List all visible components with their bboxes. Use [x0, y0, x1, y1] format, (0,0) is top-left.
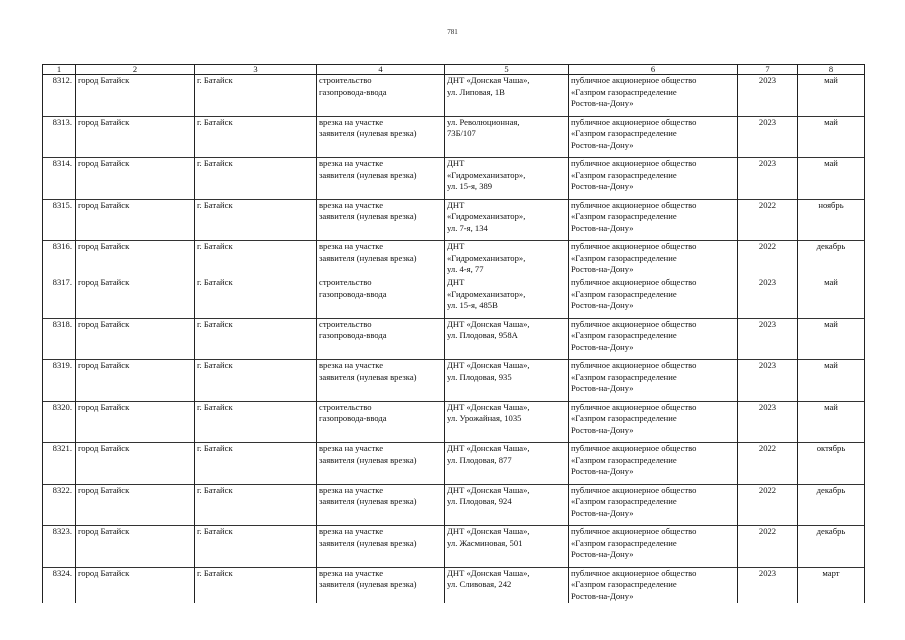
work-type-cell [317, 526, 445, 568]
work-type-cell-line: заявителя (нулевая врезка) [319, 211, 417, 222]
year-cell: 2023 [738, 158, 798, 200]
organization-cell-line: публичное акционерное общество [571, 158, 697, 168]
work-type-cell-line: врезка на участке [319, 443, 384, 454]
column-header: 5 [445, 65, 569, 75]
organization-cell-line: «Газпром газораспределение [571, 496, 677, 507]
month-cell: декабрь [798, 526, 865, 568]
column-header: 1 [43, 65, 76, 75]
organization-cell-line: «Газпром газораспределение [571, 252, 677, 263]
year-cell: 2022 [738, 484, 798, 526]
settlement-cell: г. Батайск [195, 116, 317, 158]
month-cell: май [798, 158, 865, 200]
table-body [43, 75, 865, 603]
column-header: 2 [76, 65, 195, 75]
work-type-cell [317, 360, 445, 402]
year-cell: 2023 [738, 567, 798, 602]
municipality-cell: город Батайск [76, 241, 195, 278]
table-row [43, 75, 865, 117]
address-cell-line: ДНТ «Донская Чаша», [447, 567, 530, 578]
organization-cell [569, 401, 738, 443]
organization-cell-line: Ростов-на-Дону» [571, 466, 634, 477]
address-cell-line: ул. 7-я, 134 [447, 222, 488, 233]
table-row [43, 360, 865, 402]
row-number-cell: 8321. [43, 443, 76, 485]
address-cell-line: ул. Плодовая, 958А [447, 330, 518, 341]
column-number-row [43, 65, 865, 75]
row-number-cell: 8314. [43, 158, 76, 200]
column-header: 8 [798, 65, 865, 75]
work-type-cell [317, 75, 445, 117]
address-cell-line: ДНТ [447, 277, 465, 288]
address-cell-line: ДНТ «Донская Чаша», [447, 526, 530, 537]
organization-cell [569, 277, 738, 318]
municipality-cell: город Батайск [76, 484, 195, 526]
row-number-cell: 8315. [43, 199, 76, 241]
address-cell-line: ул. Урожайная, 1035 [447, 413, 522, 424]
month-cell: декабрь [798, 241, 865, 278]
address-cell-line: ДНТ [447, 199, 465, 210]
work-type-cell-line: заявителя (нулевая врезка) [319, 169, 417, 180]
month-cell: май [798, 75, 865, 117]
organization-cell [569, 443, 738, 485]
table-row [43, 318, 865, 360]
work-type-cell [317, 567, 445, 602]
month-cell: октябрь [798, 443, 865, 485]
year-cell: 2023 [738, 360, 798, 402]
municipality-cell: город Батайск [76, 526, 195, 568]
table-row [43, 443, 865, 485]
organization-cell-line: публичное акционерное общество [571, 484, 697, 495]
work-type-cell [317, 241, 445, 278]
table-row [43, 526, 865, 568]
month-cell: май [798, 318, 865, 360]
organization-cell-line: «Газпром газораспределение [571, 413, 677, 424]
municipality-cell: город Батайск [76, 158, 195, 200]
work-type-cell-line: врезка на участке [319, 158, 384, 168]
address-cell-line: ДНТ «Донская Чаша», [447, 443, 530, 454]
row-number-cell: 8316. [43, 241, 76, 278]
work-type-cell-line: заявителя (нулевая врезка) [319, 128, 417, 139]
address-cell-line: ул. Плодовая, 877 [447, 454, 512, 465]
column-header: 6 [569, 65, 738, 75]
address-cell-line: ул. Липовая, 1В [447, 86, 505, 97]
work-type-cell-line: строительство [319, 318, 372, 329]
organization-cell-line: публичное акционерное общество [571, 241, 697, 251]
work-type-cell [317, 443, 445, 485]
work-type-cell-line: газопровода-ввода [319, 413, 387, 424]
work-type-cell [317, 116, 445, 158]
organization-cell-line: Ростов-на-Дону» [571, 424, 634, 435]
year-cell: 2022 [738, 199, 798, 241]
table-row [43, 484, 865, 526]
table-row [43, 567, 865, 602]
address-cell-line: «Гидромеханизатор», [447, 288, 526, 299]
address-cell-line: ДНТ «Донская Чаша», [447, 360, 530, 371]
organization-cell-line: публичное акционерное общество [571, 443, 697, 454]
organization-cell-line: «Газпром газораспределение [571, 371, 677, 382]
row-number-cell: 8323. [43, 526, 76, 568]
organization-cell-line: Ростов-на-Дону» [571, 300, 634, 311]
address-cell-line: «Гидромеханизатор», [447, 169, 526, 180]
address-cell [445, 277, 569, 318]
address-cell [445, 199, 569, 241]
column-header: 3 [195, 65, 317, 75]
work-type-cell-line: газопровода-ввода [319, 86, 387, 97]
address-cell-line: ДНТ «Донская Чаша», [447, 318, 530, 329]
work-type-cell-line: газопровода-ввода [319, 288, 387, 299]
page-number: 781 [447, 28, 458, 36]
organization-cell-line: «Газпром газораспределение [571, 169, 677, 180]
organization-cell-line: Ростов-на-Дону» [571, 383, 634, 394]
settlement-cell: г. Батайск [195, 567, 317, 602]
organization-cell [569, 116, 738, 158]
row-number-cell: 8324. [43, 567, 76, 602]
address-cell-line: ДНТ [447, 158, 465, 168]
address-cell-line: ул. Плодовая, 924 [447, 496, 512, 507]
organization-cell-line: «Газпром газораспределение [571, 330, 677, 341]
row-number-cell: 8322. [43, 484, 76, 526]
row-number-cell: 8320. [43, 401, 76, 443]
address-cell [445, 401, 569, 443]
organization-cell-line: «Газпром газораспределение [571, 288, 677, 299]
municipality-cell: город Батайск [76, 401, 195, 443]
row-number-cell: 8312. [43, 75, 76, 117]
month-cell: май [798, 116, 865, 158]
address-cell-line: ДНТ [447, 241, 465, 251]
work-type-cell-line: врезка на участке [319, 116, 384, 127]
work-type-cell-line: заявителя (нулевая врезка) [319, 537, 417, 548]
work-type-cell-line: врезка на участке [319, 567, 384, 578]
organization-cell-line: Ростов-на-Дону» [571, 264, 634, 275]
table-row [43, 158, 865, 200]
work-type-cell [317, 199, 445, 241]
registry-table [42, 64, 865, 603]
address-cell [445, 318, 569, 360]
organization-cell-line: публичное акционерное общество [571, 277, 697, 288]
organization-cell-line: Ростов-на-Дону» [571, 181, 634, 192]
organization-cell-line: публичное акционерное общество [571, 199, 697, 210]
address-cell [445, 567, 569, 602]
work-type-cell [317, 401, 445, 443]
organization-cell-line: «Газпром газораспределение [571, 211, 677, 222]
settlement-cell: г. Батайск [195, 484, 317, 526]
address-cell [445, 75, 569, 117]
organization-cell-line: публичное акционерное общество [571, 526, 697, 537]
work-type-cell-line: заявителя (нулевая врезка) [319, 496, 417, 507]
work-type-cell-line: строительство [319, 277, 372, 288]
year-cell: 2023 [738, 318, 798, 360]
address-cell-line: «Гидромеханизатор», [447, 211, 526, 222]
address-cell-line: ДНТ «Донская Чаша», [447, 484, 530, 495]
organization-cell [569, 199, 738, 241]
table-row [43, 401, 865, 443]
settlement-cell: г. Батайск [195, 401, 317, 443]
organization-cell [569, 360, 738, 402]
organization-cell [569, 318, 738, 360]
address-cell-line: 73Б/107 [447, 128, 476, 139]
municipality-cell: город Батайск [76, 360, 195, 402]
municipality-cell: город Батайск [76, 567, 195, 602]
address-cell [445, 526, 569, 568]
work-type-cell-line: газопровода-ввода [319, 330, 387, 341]
year-cell: 2022 [738, 241, 798, 278]
organization-cell-line: «Газпром газораспределение [571, 579, 677, 590]
address-cell-line: ул. 15-я, 389 [447, 181, 493, 192]
work-type-cell [317, 277, 445, 318]
month-cell: ноябрь [798, 199, 865, 241]
work-type-cell-line: врезка на участке [319, 484, 384, 495]
address-cell [445, 241, 569, 278]
work-type-cell-line: врезка на участке [319, 526, 384, 537]
address-cell-line: ул. Революционная, [447, 116, 520, 127]
table-row [43, 241, 865, 278]
municipality-cell: город Батайск [76, 199, 195, 241]
address-cell-line: ул. 15-я, 485В [447, 300, 498, 311]
address-cell [445, 116, 569, 158]
settlement-cell: г. Батайск [195, 158, 317, 200]
year-cell: 2023 [738, 277, 798, 318]
month-cell: май [798, 277, 865, 318]
address-cell-line: ул. Плодовая, 935 [447, 371, 512, 382]
table-row [43, 277, 865, 318]
settlement-cell: г. Батайск [195, 526, 317, 568]
year-cell: 2023 [738, 116, 798, 158]
organization-cell-line: публичное акционерное общество [571, 318, 697, 329]
address-cell [445, 484, 569, 526]
organization-cell-line: «Газпром газораспределение [571, 537, 677, 548]
settlement-cell: г. Батайск [195, 75, 317, 117]
settlement-cell: г. Батайск [195, 443, 317, 485]
address-cell-line: «Гидромеханизатор», [447, 252, 526, 263]
month-cell: декабрь [798, 484, 865, 526]
work-type-cell-line: заявителя (нулевая врезка) [319, 371, 417, 382]
organization-cell-line: Ростов-на-Дону» [571, 507, 634, 518]
organization-cell-line: Ростов-на-Дону» [571, 590, 634, 601]
work-type-cell-line: врезка на участке [319, 360, 384, 371]
settlement-cell: г. Батайск [195, 277, 317, 318]
organization-cell-line: Ростов-на-Дону» [571, 98, 634, 109]
month-cell: май [798, 360, 865, 402]
organization-cell-line: публичное акционерное общество [571, 401, 697, 412]
table-row [43, 116, 865, 158]
organization-cell-line: «Газпром газораспределение [571, 454, 677, 465]
work-type-cell [317, 158, 445, 200]
organization-cell-line: публичное акционерное общество [571, 360, 697, 371]
address-cell-line: ДНТ «Донская Чаша», [447, 75, 530, 85]
year-cell: 2022 [738, 526, 798, 568]
row-number-cell: 8319. [43, 360, 76, 402]
municipality-cell: город Батайск [76, 443, 195, 485]
table-row [43, 199, 865, 241]
work-type-cell-line: заявителя (нулевая врезка) [319, 454, 417, 465]
settlement-cell: г. Батайск [195, 360, 317, 402]
settlement-cell: г. Батайск [195, 318, 317, 360]
municipality-cell: город Батайск [76, 318, 195, 360]
organization-cell [569, 484, 738, 526]
municipality-cell: город Батайск [76, 75, 195, 117]
municipality-cell: город Батайск [76, 277, 195, 318]
year-cell: 2023 [738, 75, 798, 117]
organization-cell [569, 75, 738, 117]
organization-cell [569, 241, 738, 278]
year-cell: 2022 [738, 443, 798, 485]
organization-cell-line: «Газпром газораспределение [571, 128, 677, 139]
work-type-cell [317, 484, 445, 526]
work-type-cell [317, 318, 445, 360]
row-number-cell: 8313. [43, 116, 76, 158]
work-type-cell-line: заявителя (нулевая врезка) [319, 252, 417, 263]
month-cell: май [798, 401, 865, 443]
column-header: 4 [317, 65, 445, 75]
work-type-cell-line: строительство [319, 75, 372, 85]
year-cell: 2023 [738, 401, 798, 443]
organization-cell [569, 567, 738, 602]
row-number-cell: 8317. [43, 277, 76, 318]
address-cell-line: ул. 4-я, 77 [447, 264, 484, 275]
address-cell [445, 360, 569, 402]
row-number-cell: 8318. [43, 318, 76, 360]
address-cell [445, 158, 569, 200]
organization-cell-line: Ростов-на-Дону» [571, 222, 634, 233]
organization-cell-line: «Газпром газораспределение [571, 86, 677, 97]
organization-cell-line: публичное акционерное общество [571, 116, 697, 127]
work-type-cell-line: заявителя (нулевая врезка) [319, 579, 417, 590]
organization-cell-line: Ростов-на-Дону» [571, 549, 634, 560]
address-cell-line: ДНТ «Донская Чаша», [447, 401, 530, 412]
work-type-cell-line: строительство [319, 401, 372, 412]
organization-cell-line: Ростов-на-Дону» [571, 139, 634, 150]
municipality-cell: город Батайск [76, 116, 195, 158]
address-cell-line: ул. Сливовая, 242 [447, 579, 512, 590]
work-type-cell-line: врезка на участке [319, 199, 384, 210]
organization-cell-line: Ростов-на-Дону» [571, 341, 634, 352]
settlement-cell: г. Батайск [195, 241, 317, 278]
month-cell: март [798, 567, 865, 602]
work-type-cell-line: врезка на участке [319, 241, 384, 251]
organization-cell-line: публичное акционерное общество [571, 567, 697, 578]
address-cell-line: ул. Жасминовая, 501 [447, 537, 523, 548]
organization-cell [569, 158, 738, 200]
address-cell [445, 443, 569, 485]
settlement-cell: г. Батайск [195, 199, 317, 241]
column-header: 7 [738, 65, 798, 75]
organization-cell [569, 526, 738, 568]
organization-cell-line: публичное акционерное общество [571, 75, 697, 85]
